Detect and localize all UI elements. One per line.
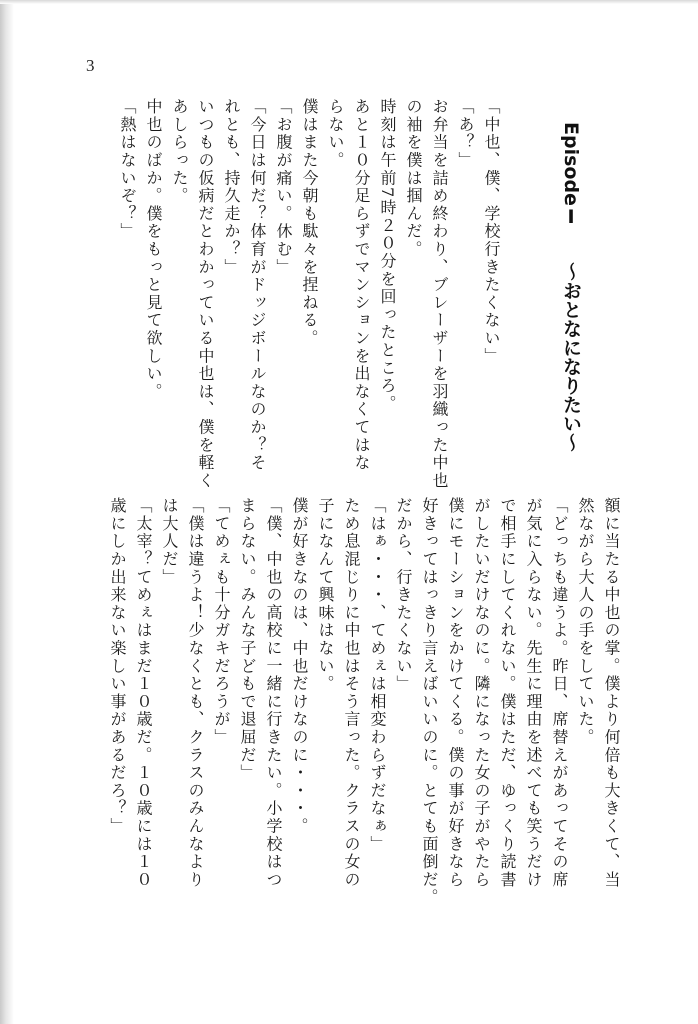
- text-line: 「てめぇも十分ガキだろうが」: [212, 497, 231, 747]
- text-line: らない。: [326, 98, 345, 170]
- text-line: あしらった。: [170, 98, 189, 205]
- page-binding-shadow: [0, 0, 14, 1024]
- text-line: 「熱はないぞ？」: [118, 98, 137, 241]
- text-line: 「お腹が痛い。休む」: [274, 98, 293, 276]
- text-line: ため息混じりに中也はそう言った。クラスの女の: [342, 497, 361, 889]
- text-line: の袖を僕は掴んだ。: [404, 98, 423, 259]
- text-line: いつもの仮病だとわかっている中也は、僕を軽く: [196, 98, 215, 490]
- text-line: 僕はまた今朝も駄々を捏ねる。: [300, 98, 319, 348]
- page-top-shadow: [0, 0, 698, 4]
- text-line: 中也のばか。僕をもっと見て欲しい。: [144, 98, 163, 401]
- text-line: まらない。みんな子どもで退屈だ」: [238, 497, 257, 782]
- text-line: 僕が好きなのは、中也だけなのに・・・。: [290, 497, 309, 836]
- text-line: 好きってはっきり言えばいいのに。とても面倒だ。: [420, 497, 439, 907]
- text-line: 「僕、中也の高校に一緒に行きたい。小学校はつ: [264, 497, 283, 889]
- text-line: が気に入らない。先生に理由を述べても笑うだけ: [524, 497, 543, 889]
- chapter-title: [556, 122, 586, 452]
- text-line: 「中也、僕、学校行きたくない」: [482, 98, 501, 365]
- text-line: れとも、持久走か？」: [222, 98, 241, 276]
- text-line: 「今日は何だ？体育がドッジボールなのか？そ: [248, 98, 267, 472]
- text-line: がしたいだけなのに。隣になった女の子がやたら: [472, 497, 491, 889]
- chapter-subtitle: ～おとなになりたい～: [560, 261, 582, 452]
- text-line: 歳にしか出来ない楽しい事があるだろ？」: [108, 497, 127, 836]
- text-line: 「はぁ・・・、てめぇは相変わらずだなぁ」: [368, 497, 387, 853]
- lower-text-block: [104, 497, 624, 906]
- episode-label: EpisodeⅠ: [560, 122, 582, 228]
- page-number: 3: [86, 56, 95, 75]
- text-line: 「どっちも違うよ。昨日、席替えがあってその席: [550, 497, 569, 889]
- text-line: で相手にしてくれない。僕はただ、ゆっくり読書: [498, 497, 517, 889]
- text-line: 僕にモーションをかけてくる。僕の事が好きなら: [446, 497, 465, 889]
- text-line: 「あ？」: [456, 98, 475, 170]
- text-line: 然ながら大人の手をしていた。: [576, 497, 595, 747]
- text-line: あと１０分足らずでマンションを出なくてはな: [352, 98, 371, 472]
- text-line: お弁当を詰め終わり、ブレーザーを羽織った中也: [430, 98, 449, 490]
- text-line: は大人だ」: [160, 497, 179, 586]
- text-line: 子になんて興味はない。: [316, 497, 335, 693]
- text-line: 「太宰？てめぇはまだ１０歳だ。１０歳には１０: [134, 497, 153, 889]
- text-line: 額に当たる中也の掌。僕より何倍も大きくて、当: [602, 497, 621, 889]
- text-line: だから、行きたくない」: [394, 497, 413, 693]
- text-line: 時刻は午前7時２０分を回ったところ。: [378, 98, 397, 413]
- text-line: 「僕は違うよ！少なくとも、クラスのみんなより: [186, 497, 205, 889]
- upper-text-block: [114, 98, 504, 490]
